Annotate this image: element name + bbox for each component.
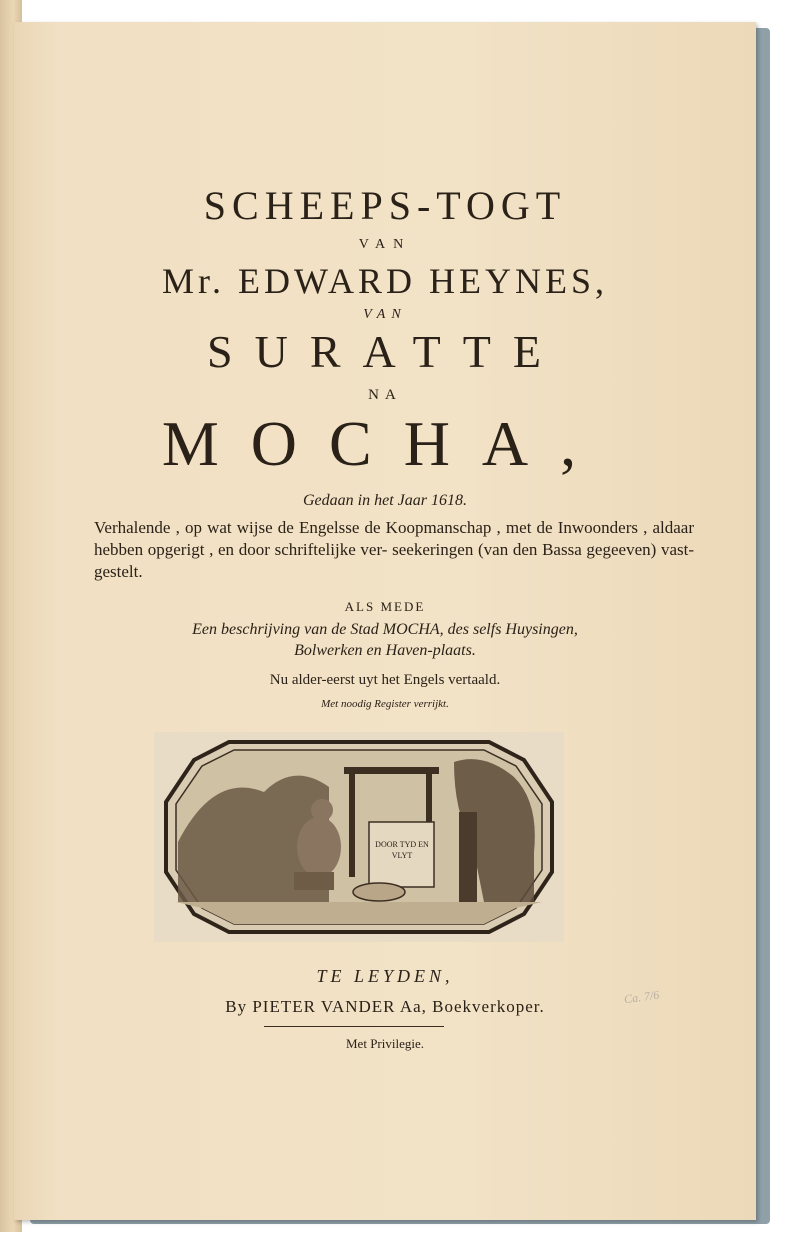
frame-post-left bbox=[349, 767, 355, 877]
subtitle-paragraph: Verhalende , op wat wijse de Engelsse de Koopmanschap , met de Inwoonders , aldaar hebben opgerigt , en door schriftelijke ver- seekeringen (van den Bassa gegeeven) vast-gestelt. bbox=[94, 518, 694, 581]
seated-figure bbox=[297, 817, 341, 877]
title-van-2: VAN bbox=[363, 307, 407, 322]
title-line-1: SCHEEPS-TOGT bbox=[203, 183, 567, 228]
title-line-3: SURATTE bbox=[207, 326, 563, 377]
tub bbox=[353, 883, 405, 901]
pencil-annotation: Ca. 7/6 bbox=[623, 987, 661, 1007]
imprint-privilege: Met Privilegie. bbox=[346, 1036, 424, 1051]
inscription-line-2: VLYT bbox=[391, 851, 413, 860]
description-line-1: Een beschrijving van de Stad MOCHA, des selfs Huysingen, bbox=[192, 621, 578, 638]
imprint-rule bbox=[264, 1026, 444, 1027]
als-mede-heading: ALS MEDE bbox=[344, 599, 426, 614]
ground bbox=[176, 902, 542, 924]
register-note: Met noodig Register verrijkt. bbox=[321, 698, 449, 710]
imprint-publisher: By PIETER VANDER Aa, Boekverkoper. bbox=[225, 997, 545, 1016]
title-van-1: VAN bbox=[358, 237, 412, 252]
date-line: Gedaan in het Jaar 1618. bbox=[303, 492, 467, 509]
seat-block bbox=[294, 872, 334, 890]
title-page bbox=[14, 22, 756, 1220]
translation-note: Nu alder-eerst uyt het Engels vertaald. bbox=[269, 672, 501, 688]
title-line-4: MOCHA, bbox=[161, 408, 609, 479]
tree-trunk bbox=[459, 812, 477, 902]
description-line-2: Bolwerken en Haven-plaats. bbox=[294, 642, 476, 659]
title-line-2: Mr. EDWARD HEYNES, bbox=[162, 261, 608, 301]
title-na: NA bbox=[368, 387, 402, 403]
inscription-line-1: DOOR TYD EN bbox=[375, 840, 429, 849]
engraved-vignette bbox=[154, 732, 564, 942]
description-block bbox=[14, 619, 756, 661]
imprint-place: TE LEYDEN, bbox=[316, 966, 454, 986]
frame-beam bbox=[344, 767, 439, 774]
